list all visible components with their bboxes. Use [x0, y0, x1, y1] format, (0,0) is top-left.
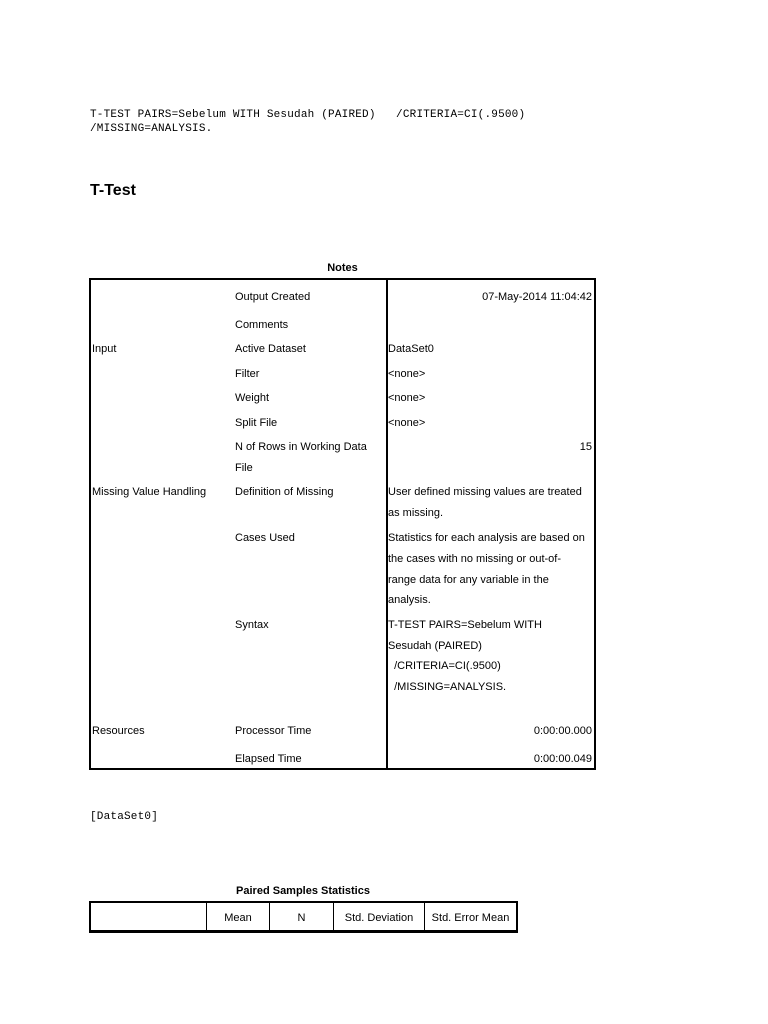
n-rows-label-line2: File	[235, 462, 253, 474]
active-dataset-label: Active Dataset	[235, 343, 306, 355]
header-std-deviation: Std. Deviation	[344, 912, 414, 924]
output-created-label: Output Created	[235, 291, 311, 303]
notes-table-caption: Notes	[327, 262, 358, 274]
split-file-value: <none>	[388, 417, 426, 429]
syntax-line-2: /MISSING=ANALYSIS.	[90, 123, 213, 135]
processor-time-value: 0:00:00.000	[533, 725, 592, 737]
paired-stats-caption: Paired Samples Statistics	[236, 885, 370, 897]
filter-label: Filter	[235, 368, 260, 380]
page-title: T-Test	[90, 182, 136, 199]
header-mean: Mean	[224, 912, 252, 924]
header-n: N	[297, 912, 306, 924]
cases-used-value-line1: Statistics for each analysis are based on	[388, 532, 585, 544]
paired-stats-table	[89, 901, 518, 933]
elapsed-time-label: Elapsed Time	[235, 753, 302, 765]
cases-used-value-line3: range data for any variable in the	[388, 574, 549, 586]
syntax-value-line3: /CRITERIA=CI(.9500)	[388, 660, 501, 672]
split-file-label: Split File	[235, 417, 278, 429]
syntax-line-1: T-TEST PAIRS=Sebelum WITH Sesudah (PAIRED) /CRITERIA=CI(.9500)	[90, 109, 526, 121]
resources-group-label: Resources	[92, 725, 145, 737]
input-group-label: Input	[92, 343, 117, 355]
dataset-label: [DataSet0]	[90, 811, 159, 823]
weight-label: Weight	[235, 392, 270, 404]
n-rows-value: 15	[579, 441, 592, 453]
syntax-text	[90, 108, 525, 136]
header-std-error-mean: Std. Error Mean	[431, 912, 510, 924]
weight-value: <none>	[388, 392, 426, 404]
syntax-value-line2: Sesudah (PAIRED)	[388, 640, 482, 652]
cases-used-value-line4: analysis.	[388, 594, 431, 606]
syntax-value-line4: /MISSING=ANALYSIS.	[388, 681, 507, 693]
notes-table	[89, 278, 596, 770]
n-rows-label-line1: N of Rows in Working Data	[235, 441, 367, 453]
syntax-value-line1: T-TEST PAIRS=Sebelum WITH	[388, 619, 542, 631]
cases-used-label: Cases Used	[235, 532, 295, 544]
definition-of-missing-value-line2: as missing.	[388, 507, 444, 519]
output-created-value: 07-May-2014 11:04:42	[482, 291, 592, 303]
paired-stats-header-blank	[91, 903, 206, 930]
missing-group-label: Missing Value Handling	[92, 486, 207, 498]
comments-label: Comments	[235, 319, 289, 331]
processor-time-label: Processor Time	[235, 725, 312, 737]
definition-of-missing-value-line1: User defined missing values are treated	[388, 486, 582, 498]
cases-used-value-line2: the cases with no missing or out-of-	[388, 553, 562, 565]
definition-of-missing-label: Definition of Missing	[235, 486, 334, 498]
active-dataset-value: DataSet0	[388, 343, 434, 355]
syntax-label: Syntax	[235, 619, 269, 631]
elapsed-time-value: 0:00:00.049	[533, 753, 592, 765]
filter-value: <none>	[388, 368, 426, 380]
